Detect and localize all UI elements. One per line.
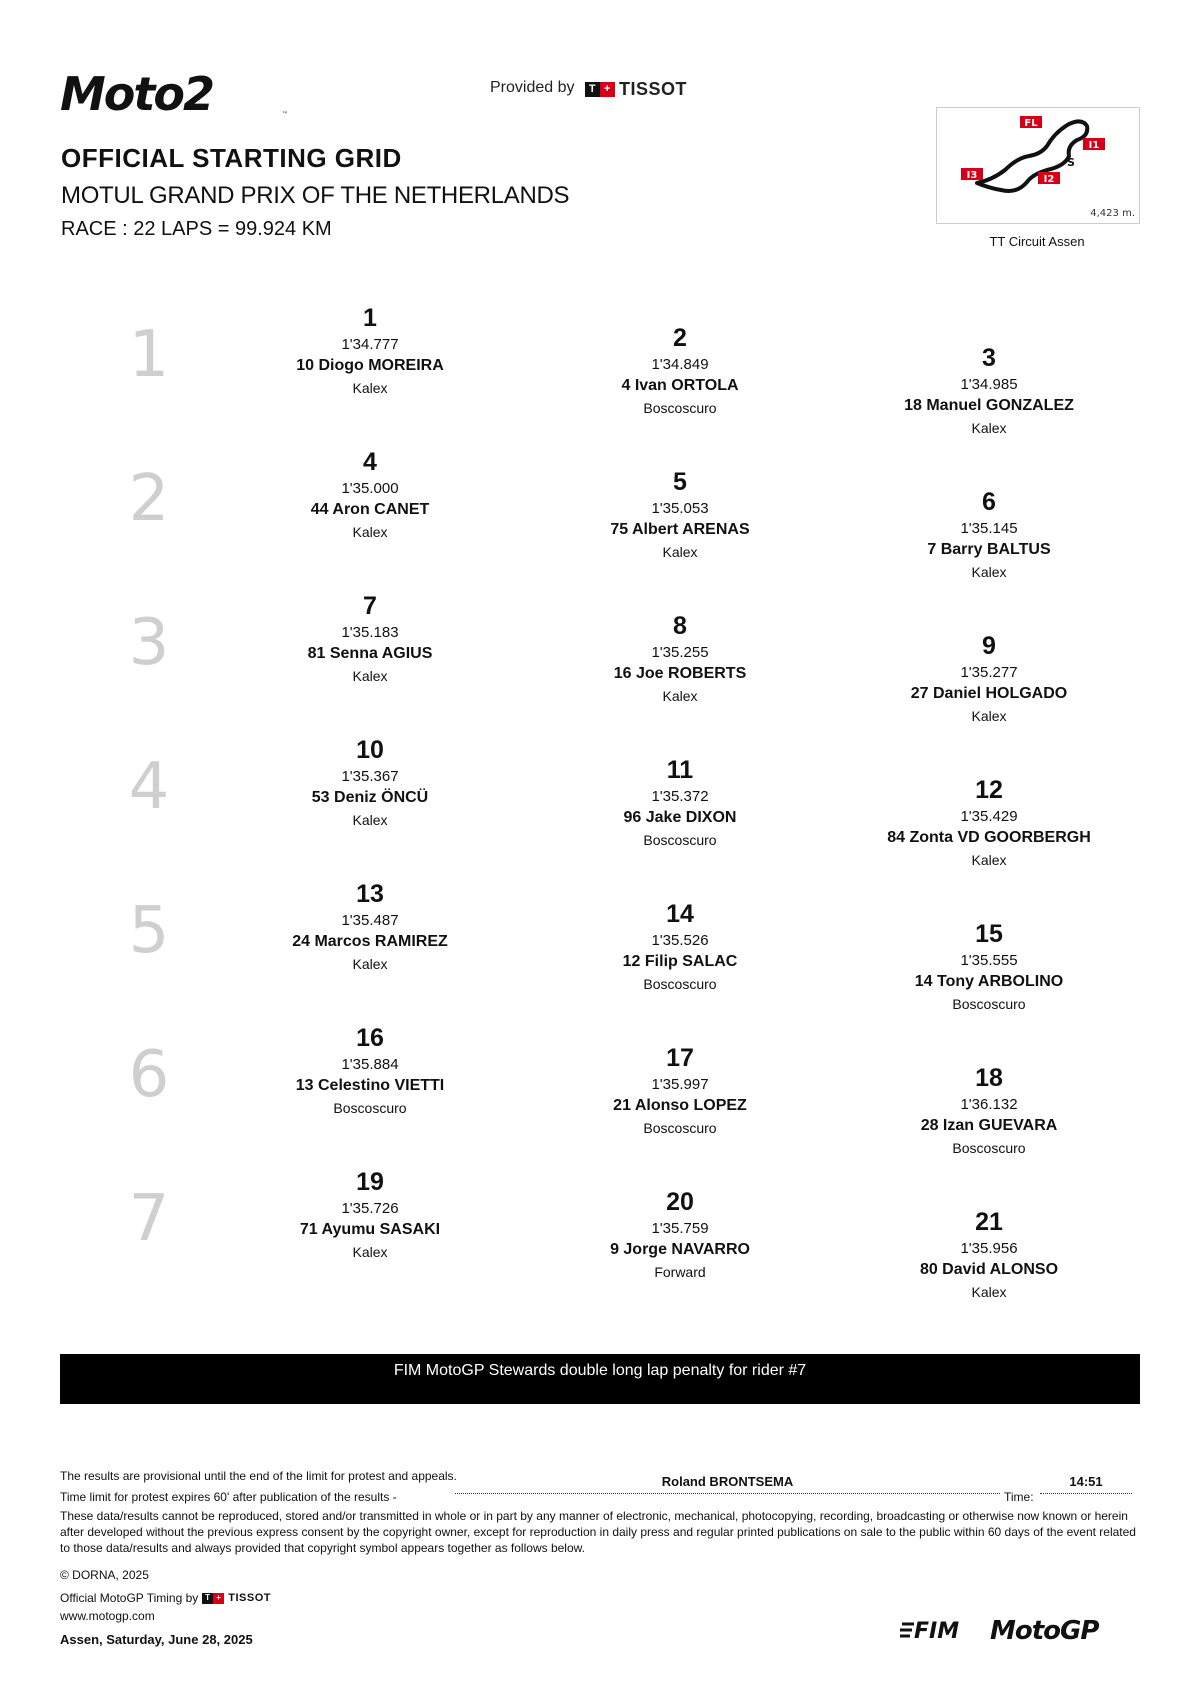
qualifying-time: 1'35.555 xyxy=(960,952,1018,969)
constructor: Kalex xyxy=(352,956,388,972)
grid-row-number: 3 xyxy=(128,606,170,680)
grid-slot xyxy=(550,611,810,707)
website-link[interactable]: www.motogp.com xyxy=(60,1609,155,1623)
constructor: Kalex xyxy=(971,1284,1007,1300)
constructor: Forward xyxy=(654,1264,706,1280)
intermediate-3-label: I3 xyxy=(966,170,978,181)
grid-slot xyxy=(859,343,1119,439)
grid-position: 18 xyxy=(975,1064,1003,1092)
grid-slot xyxy=(859,919,1119,1015)
constructor: Kalex xyxy=(352,1244,388,1260)
stewards-notice-text: FIM MotoGP Stewards double long lap penalty for rider #7 xyxy=(393,1362,807,1379)
qualifying-time: 1'35.884 xyxy=(341,1056,399,1073)
page-title: OFFICIAL STARTING GRID xyxy=(61,143,402,173)
constructor: Kalex xyxy=(352,812,388,828)
fim-logo-text: FIM xyxy=(914,1619,960,1644)
constructor: Kalex xyxy=(971,852,1007,868)
rider-name: 53 Deniz ÖNCÜ xyxy=(311,789,429,806)
grid-position: 9 xyxy=(982,632,996,660)
constructor: Kalex xyxy=(971,420,1007,436)
grid-position: 15 xyxy=(975,920,1003,948)
rider-name: 81 Senna AGIUS xyxy=(307,645,433,662)
rider-name: 14 Tony ARBOLINO xyxy=(914,973,1064,990)
grid-position: 10 xyxy=(356,736,384,764)
circuit-length: 4,423 m. xyxy=(1090,208,1135,219)
grid-position: 3 xyxy=(982,344,996,372)
qualifying-time: 1'35.726 xyxy=(341,1200,399,1217)
constructor: Boscoscuro xyxy=(952,1140,1026,1156)
stewards-notice-banner xyxy=(60,1354,1140,1404)
race-distance: RACE : 22 LAPS = 99.924 KM xyxy=(61,218,332,240)
constructor: Kalex xyxy=(662,688,698,704)
grid-slot xyxy=(240,447,500,543)
rider-name: 7 Barry BALTUS xyxy=(927,541,1051,558)
grid-position: 21 xyxy=(975,1208,1003,1236)
constructor: Kalex xyxy=(352,524,388,540)
grid-position: 4 xyxy=(363,448,377,476)
grid-slot xyxy=(859,487,1119,583)
constructor: Boscoscuro xyxy=(643,1120,717,1136)
tissot-logo xyxy=(202,1590,271,1606)
grid-slot xyxy=(550,1187,810,1283)
intermediate-2-label: I2 xyxy=(1043,174,1055,185)
circuit-map xyxy=(936,107,1140,224)
grid-row-number: 7 xyxy=(128,1182,170,1256)
circuit-name: TT Circuit Assen xyxy=(989,234,1085,249)
protest-limit-text: Time limit for protest expires 60' after publication of the results - xyxy=(60,1490,397,1504)
finish-line-label: FL xyxy=(1024,118,1038,129)
qualifying-time: 1'34.849 xyxy=(651,356,709,373)
grid-slot xyxy=(240,1167,500,1263)
rider-name: 24 Marcos RAMIREZ xyxy=(292,933,448,950)
grid-position: 11 xyxy=(666,756,694,784)
qualifying-time: 1'35.000 xyxy=(341,480,399,497)
qualifying-time: 1'35.277 xyxy=(960,664,1018,681)
constructor: Boscoscuro xyxy=(643,976,717,992)
qualifying-time: 1'35.372 xyxy=(651,788,709,805)
qualifying-time: 1'34.985 xyxy=(960,376,1018,393)
constructor: Kalex xyxy=(971,564,1007,580)
grid-position: 2 xyxy=(673,324,687,352)
rider-name: 80 David ALONSO xyxy=(919,1261,1059,1278)
sponsor-credit xyxy=(490,79,687,100)
grid-slot xyxy=(240,1023,500,1119)
grid-position: 16 xyxy=(356,1024,384,1052)
qualifying-time: 1'36.132 xyxy=(960,1096,1018,1113)
moto2-logo xyxy=(60,68,290,118)
grid-slot xyxy=(859,1207,1119,1303)
grid-slot xyxy=(550,1043,810,1139)
tissot-logo-text: TISSOT xyxy=(618,79,687,99)
grid-position: 12 xyxy=(975,776,1003,804)
track-outline-icon xyxy=(937,108,1139,223)
qualifying-time: 1'35.367 xyxy=(341,768,399,785)
intermediate-1-label: I1 xyxy=(1088,140,1100,151)
svg-text:™: ™ xyxy=(282,111,288,118)
rider-name: 44 Aron CANET xyxy=(310,501,430,518)
rider-name: 84 Zonta VD GOORBERGH xyxy=(887,829,1091,846)
grid-row-number: 5 xyxy=(128,894,170,968)
constructor: Kalex xyxy=(971,708,1007,724)
constructor: Boscoscuro xyxy=(333,1100,407,1116)
rider-name: 10 Diogo MOREIRA xyxy=(296,357,444,374)
grid-row-number: 6 xyxy=(128,1038,170,1112)
grid-position: 7 xyxy=(363,592,377,620)
grid-position: 13 xyxy=(356,880,384,908)
rider-name: 96 Jake DIXON xyxy=(623,809,737,826)
grid-position: 6 xyxy=(982,488,996,516)
qualifying-time: 1'35.183 xyxy=(341,624,399,641)
rider-name: 12 Filip SALAC xyxy=(622,953,738,970)
rider-name: 28 Izan GUEVARA xyxy=(920,1117,1058,1134)
grid-slot xyxy=(240,303,500,399)
provided-by-label: Provided by xyxy=(490,79,575,96)
qualifying-time: 1'35.956 xyxy=(960,1240,1018,1257)
grid-slot xyxy=(550,467,810,563)
qualifying-time: 1'35.487 xyxy=(341,912,399,929)
qualifying-time: 1'35.526 xyxy=(651,932,709,949)
tissot-logo xyxy=(585,79,687,100)
grid-position: 1 xyxy=(363,304,377,332)
constructor: Boscoscuro xyxy=(952,996,1026,1012)
grid-slot xyxy=(550,755,810,851)
grid-position: 8 xyxy=(673,612,687,640)
event-name: MOTUL GRAND PRIX OF THE NETHERLANDS xyxy=(61,182,570,209)
motogp-logo xyxy=(990,1614,1130,1644)
publication-time: 14:51 xyxy=(1069,1474,1103,1489)
constructor: Kalex xyxy=(662,544,698,560)
moto2-logo-text: Moto2 xyxy=(60,68,213,118)
qualifying-time: 1'35.997 xyxy=(651,1076,709,1093)
grid-slot xyxy=(550,899,810,995)
grid-slot xyxy=(550,323,810,419)
grid-slot xyxy=(240,735,500,831)
grid-position: 17 xyxy=(666,1044,694,1072)
rider-name: 27 Daniel HOLGADO xyxy=(910,685,1068,702)
timing-credit xyxy=(60,1590,271,1606)
tissot-t-icon: T + xyxy=(202,1593,224,1604)
rider-name: 16 Joe ROBERTS xyxy=(613,665,747,682)
dorna-copyright: © DORNA, 2025 xyxy=(60,1568,149,1582)
speed-trap-label: S xyxy=(1067,156,1075,169)
qualifying-time: 1'34.777 xyxy=(341,336,399,353)
rider-name: 13 Celestino VIETTI xyxy=(295,1077,445,1094)
grid-row-number: 4 xyxy=(128,750,170,824)
tissot-t-icon: T + xyxy=(585,82,615,97)
grid-slot xyxy=(859,631,1119,727)
qualifying-time: 1'35.053 xyxy=(651,500,709,517)
constructor: Boscoscuro xyxy=(643,832,717,848)
rider-name: 21 Alonso LOPEZ xyxy=(613,1097,747,1114)
grid-position: 19 xyxy=(356,1168,384,1196)
constructor: Kalex xyxy=(352,380,388,396)
grid-slot xyxy=(240,591,500,687)
rider-name: 18 Manuel GONZALEZ xyxy=(904,397,1074,414)
grid-row-number: 1 xyxy=(128,318,170,392)
rider-name: 71 Ayumu SASAKI xyxy=(299,1221,441,1238)
qualifying-time: 1'35.145 xyxy=(960,520,1018,537)
rider-name: 75 Albert ARENAS xyxy=(610,521,750,538)
rider-name: 4 Ivan ORTOLA xyxy=(621,377,739,394)
timing-credit-label: Official MotoGP Timing by xyxy=(60,1591,199,1605)
grid-position: 5 xyxy=(673,468,687,496)
constructor: Kalex xyxy=(352,668,388,684)
grid-row-number: 2 xyxy=(128,462,170,536)
qualifying-time: 1'35.429 xyxy=(960,808,1018,825)
grid-slot xyxy=(859,775,1119,871)
fim-logo xyxy=(900,1614,962,1644)
place-and-date: Assen, Saturday, June 28, 2025 xyxy=(60,1632,253,1647)
time-label: Time: xyxy=(1004,1490,1034,1504)
qualifying-time: 1'35.255 xyxy=(651,644,709,661)
grid-position: 20 xyxy=(666,1188,694,1216)
tissot-logo-text: TISSOT xyxy=(228,1592,272,1604)
constructor: Boscoscuro xyxy=(643,400,717,416)
grid-slot xyxy=(240,879,500,975)
grid-position: 14 xyxy=(666,900,694,928)
provisional-notice: The results are provisional until the end of the limit for protest and appeals. xyxy=(60,1469,457,1483)
qualifying-time: 1'35.759 xyxy=(651,1220,709,1237)
rider-name: 9 Jorge NAVARRO xyxy=(610,1241,750,1258)
copyright-notice: These data/results cannot be reproduced, stored and/or transmitted in whole or in part by any manner of electronic, mechanical, photocopying, recording, broadcasting or otherwise now known or herein after developed without the previous express consent by the copyright owner, except for reproduction in daily press and regular printed publications on sale to the public within 60 days of the event related to those data/results and always provided that copyright symbol appears together as follows below. xyxy=(60,1509,1136,1555)
motogp-logo-text: MotoGP xyxy=(990,1616,1099,1644)
grid-slot xyxy=(859,1063,1119,1159)
official-name: Roland BRONTSEMA xyxy=(661,1474,794,1489)
